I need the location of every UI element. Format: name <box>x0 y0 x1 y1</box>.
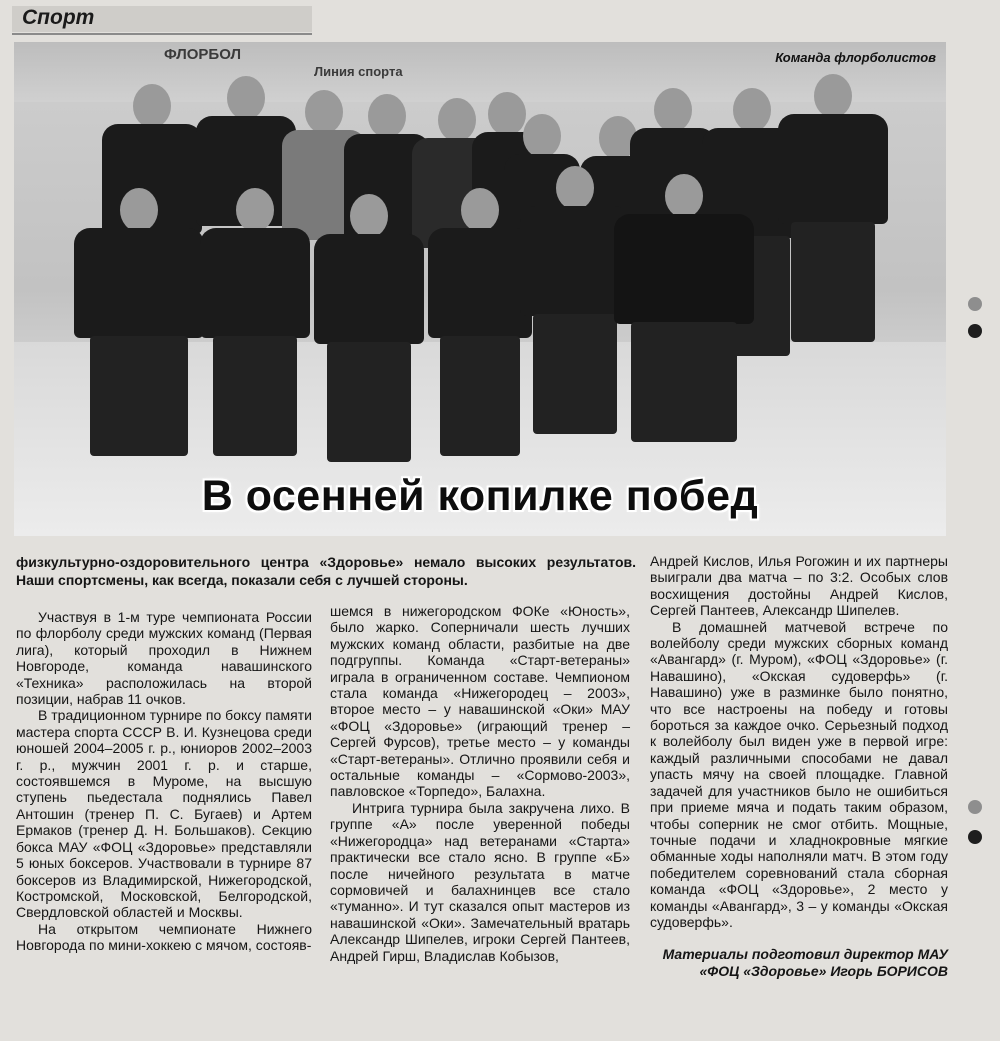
photo-caption: Команда флорболистов <box>775 50 936 65</box>
paragraph: В домашней матчевой встрече по волейболу среди мужских сборных команд «Авангард» (г. Муром), «ФОЦ «Здоровье» (г. Навашино), «Окская судоверфь» (г. Навашино) уже в разминке было понятно, что все настроены на победу и готовы бороться за каждое очко. Серьезный подход к волейболу был виден уже в первой игре: каждый различными способами не давал упасть мячу на своей площадке. Главной задачей для участников было не ошибиться при приеме мяча и подать таким образом, чтобы соперник не смог отбить. Мощные, точные подачи и хладнокровные мягкие обманные ходы наполняли матч. В этом году победителем соревнований стала сборная команда «ФОЦ «Здоровье», 2 место у команды «Авангард», 3 – у команды «Окская судоверфь». <box>650 618 948 930</box>
article-lead: физкультурно-оздоровительного центра «Здоровье» немало высоких результатов. Наши спортсмены, как всегда, показали себя с лучшей стороны. <box>16 554 636 588</box>
print-registration-mark <box>968 830 982 844</box>
player-figure <box>74 188 204 468</box>
player-figure <box>428 188 532 468</box>
photo-banner-subtext: Линия спорта <box>314 64 403 79</box>
player-figure <box>200 188 310 468</box>
paragraph: На открытом чемпионате Нижнего Новгорода по мини-хоккею с мячом, состояв- <box>16 920 312 954</box>
player-figure <box>778 74 888 444</box>
paragraph: В традиционном турнире по боксу памяти мастера спорта СССР В. И. Кузнецова среди юношей 2004–2005 г. р., юниоров 2002–2003 г. р., мужчин 2001 г. р. и старше, состоявшемся в Муроме, на высшую ступень пьедестала поднялись Павел Антошин (тренер П. С. Бугаев) и Артем Ермаков (тренер Д. Н. Большаков). Секцию бокса МАУ «ФОЦ «Здоровье» представляли 5 юных боксеров. Участвовали в турнире 87 боксеров из Владимирской, Нижегородской, Костромской, Московской, Белгородской, Свердловской областей и Москвы. <box>16 707 312 921</box>
print-registration-mark <box>968 297 982 311</box>
player-figure <box>314 194 424 474</box>
text-column-1 <box>16 609 312 954</box>
article-headline: В осенней копилке побед <box>201 472 759 520</box>
paragraph: Андрей Кислов, Илья Рогожин и их партнеры выиграли два матча – по 3:2. Особых слов восхищения достойны Андрей Кислов, Сергей Пантеев, Александр Шипелев. <box>650 553 948 619</box>
text-column-3 <box>650 553 948 930</box>
photo-banner-text: ФЛОРБОЛ <box>164 46 242 63</box>
print-registration-mark <box>968 800 982 814</box>
print-registration-mark <box>968 324 982 338</box>
player-figure <box>614 174 754 464</box>
team-photo <box>14 42 946 536</box>
text-column-2 <box>330 603 630 964</box>
author-signoff: Материалы подготовил директор МАУ «ФОЦ «Здоровье» Игорь БОРИСОВ <box>662 946 948 979</box>
paragraph: Участвуя в 1-м туре чемпионата России по флорболу среди мужских команд (Первая лига), который проходил в Нижнем Новгороде, команда навашинского «Техника» расположилась на второй позиции, набрав 11 очков. <box>16 609 312 708</box>
paragraph: шемся в нижегородском ФОКе «Юность», было жарко. Соперничали шесть лучших мужских команд области, разбитые на две подгруппы. Команда «Старт-ветераны» играла в ограниченном составе. Чемпионом стала команда «Нижегородец – 2003», второе место – у навашинской «Оки» МАУ «ФОЦ «Здоровье» (играющий тренер – Сергей Фурсов), третье место – у команды «Старт-ветераны». Отлично проявили себя и остальные команды – «Сормово-2003», павловское «Торпедо», Балахна. <box>330 603 630 800</box>
rubric-divider <box>12 33 312 35</box>
section-rubric: Спорт <box>22 6 95 29</box>
paragraph: Интрига турнира была закручена лихо. В группе «А» после уверенной победы «Нижегородца» над ветеранами «Старта» практически все стало ясно. В группе «Б» после ничейного результата в матче сормовичей и балахнинцев все стало «туманно». И тут сказался опыт мастеров из навашинской «Оки». Замечательный вратарь Александр Шипелев, игроки Сергей Пантеев, Андрей Гирш, Владислав Кобызов, <box>330 799 630 964</box>
